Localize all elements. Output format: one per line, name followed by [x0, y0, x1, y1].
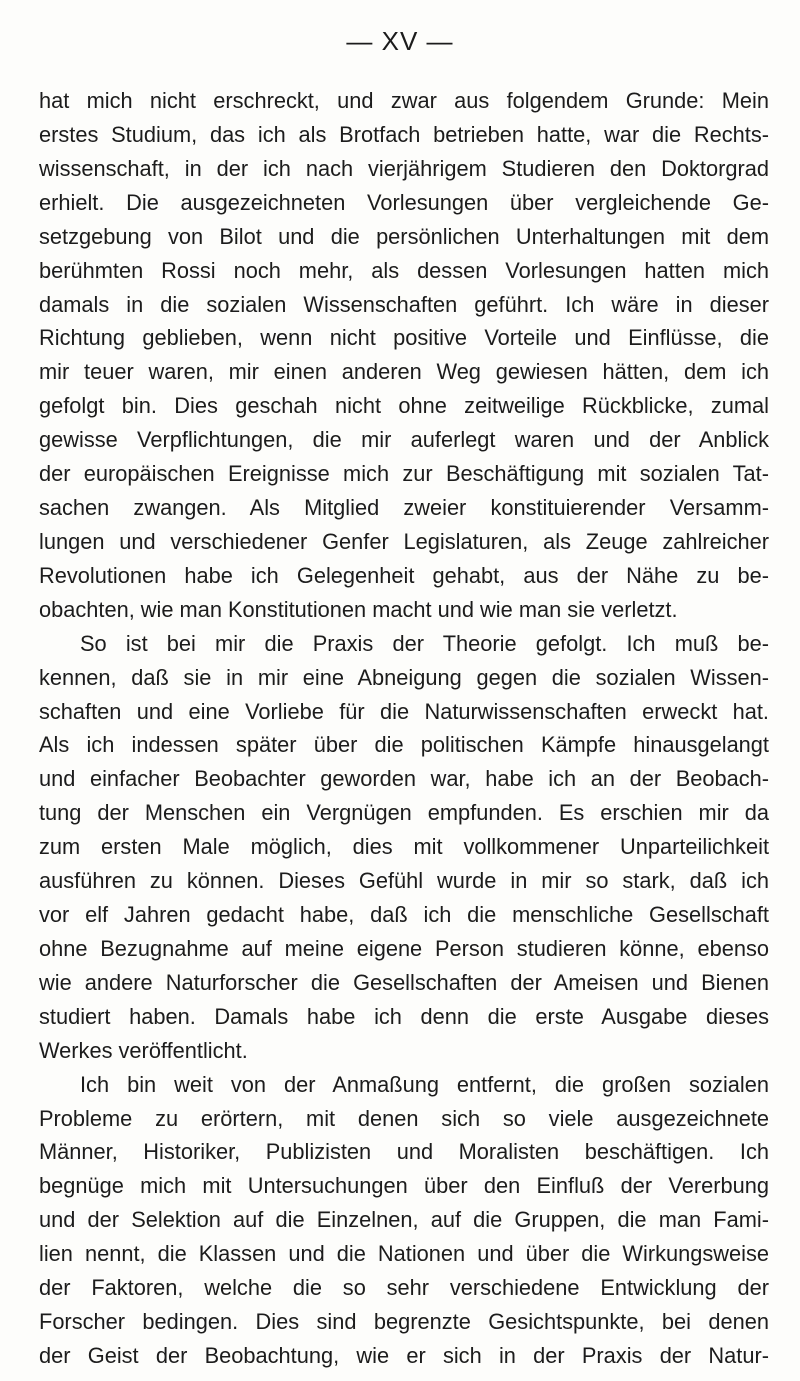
text-line: tung der Menschen ein Vergnügen empfunden. Es erschien mir da — [39, 800, 769, 826]
text-line: der Faktoren, welche die so sehr verschiedene Entwicklung der — [39, 1275, 769, 1301]
text-line: obachten, wie man Konstitutionen macht und wie man sie verletzt. — [39, 596, 678, 622]
text-line: begnüge mich mit Untersuchungen über den Einfluß der Vererbung — [39, 1173, 769, 1199]
text-line: mir teuer waren, mir einen anderen Weg gewiesen hätten, dem ich — [39, 359, 769, 385]
text-line: vor elf Jahren gedacht habe, daß ich die menschliche Gesellschaft — [39, 902, 769, 928]
text-line: Männer, Historiker, Publizisten und Moralisten beschäftigen. Ich — [39, 1139, 769, 1165]
text-line: zum ersten Male möglich, dies mit vollkommener Unparteilichkeit — [39, 834, 769, 860]
text-line: und einfacher Beobachter geworden war, habe ich an der Beobach- — [39, 766, 769, 792]
text-line-paragraph-start: Ich bin weit von der Anmaßung entfernt, die großen sozialen — [80, 1071, 769, 1097]
text-line: lungen und verschiedener Genfer Legislaturen, als Zeuge zahlreicher — [39, 528, 769, 554]
text-line: wie andere Naturforscher die Gesellschaften der Ameisen und Bienen — [39, 969, 769, 995]
text-line: damals in die sozialen Wissenschaften geführt. Ich wäre in dieser — [39, 291, 769, 317]
text-line: berühmten Rossi noch mehr, als dessen Vorlesungen hatten mich — [39, 257, 769, 283]
text-line: der Geist der Beobachtung, wie er sich in der Praxis der Natur- — [39, 1343, 769, 1368]
page-header-roman-numeral: — XV — — [346, 26, 454, 56]
text-line: Revolutionen habe ich Gelegenheit gehabt, aus der Nähe zu be- — [39, 562, 769, 588]
text-line: setzgebung von Bilot und die persönlichen Unterhaltungen mit dem — [39, 223, 769, 249]
text-line: studiert haben. Damals habe ich denn die erste Ausgabe dieses — [39, 1003, 769, 1029]
text-line: ausführen zu können. Dieses Gefühl wurde in mir so stark, daß ich — [39, 868, 769, 894]
text-line: ohne Bezugnahme auf meine eigene Person studieren könne, ebenso — [39, 935, 769, 961]
text-line: schaften und eine Vorliebe für die Naturwissenschaften erweckt hat. — [39, 698, 769, 724]
text-line: lien nennt, die Klassen und die Nationen und über die Wirkungsweise — [39, 1241, 769, 1267]
text-line: Als ich indessen später über die politischen Kämpfe hinausgelangt — [39, 732, 769, 758]
text-line: wissenschaft, in der ich nach vierjährigem Studieren den Doktorgrad — [39, 155, 769, 181]
text-line: erstes Studium, das ich als Brotfach betrieben hatte, war die Rechts- — [39, 121, 769, 147]
text-line: und der Selektion auf die Einzelnen, auf die Gruppen, die man Fami- — [39, 1207, 769, 1233]
text-line: gefolgt bin. Dies geschah nicht ohne zeitweilige Rückblicke, zumal — [39, 393, 769, 419]
text-line: hat mich nicht erschreckt, und zwar aus folgendem Grunde: Mein — [39, 88, 769, 113]
text-line: kennen, daß sie in mir eine Abneigung gegen die sozialen Wissen- — [39, 664, 769, 690]
text-line: Forscher bedingen. Dies sind begrenzte Gesichtspunkte, bei denen — [39, 1309, 769, 1335]
text-line: Werkes veröffentlicht. — [39, 1037, 248, 1063]
text-line-paragraph-start: So ist bei mir die Praxis der Theorie gefolgt. Ich muß be- — [80, 630, 769, 656]
text-line: Probleme zu erörtern, mit denen sich so viele ausgezeichnete — [39, 1105, 769, 1131]
text-line: gewisse Verpflichtungen, die mir auferlegt waren und der Anblick — [39, 427, 769, 453]
text-line: der europäischen Ereignisse mich zur Beschäftigung mit sozialen Tat- — [39, 461, 769, 487]
text-line: Richtung geblieben, wenn nicht positive Vorteile und Einflüsse, die — [39, 325, 769, 351]
text-line: erhielt. Die ausgezeichneten Vorlesungen über vergleichende Ge- — [39, 189, 769, 215]
text-line: sachen zwangen. Als Mitglied zweier konstituierender Versamm- — [39, 495, 769, 521]
